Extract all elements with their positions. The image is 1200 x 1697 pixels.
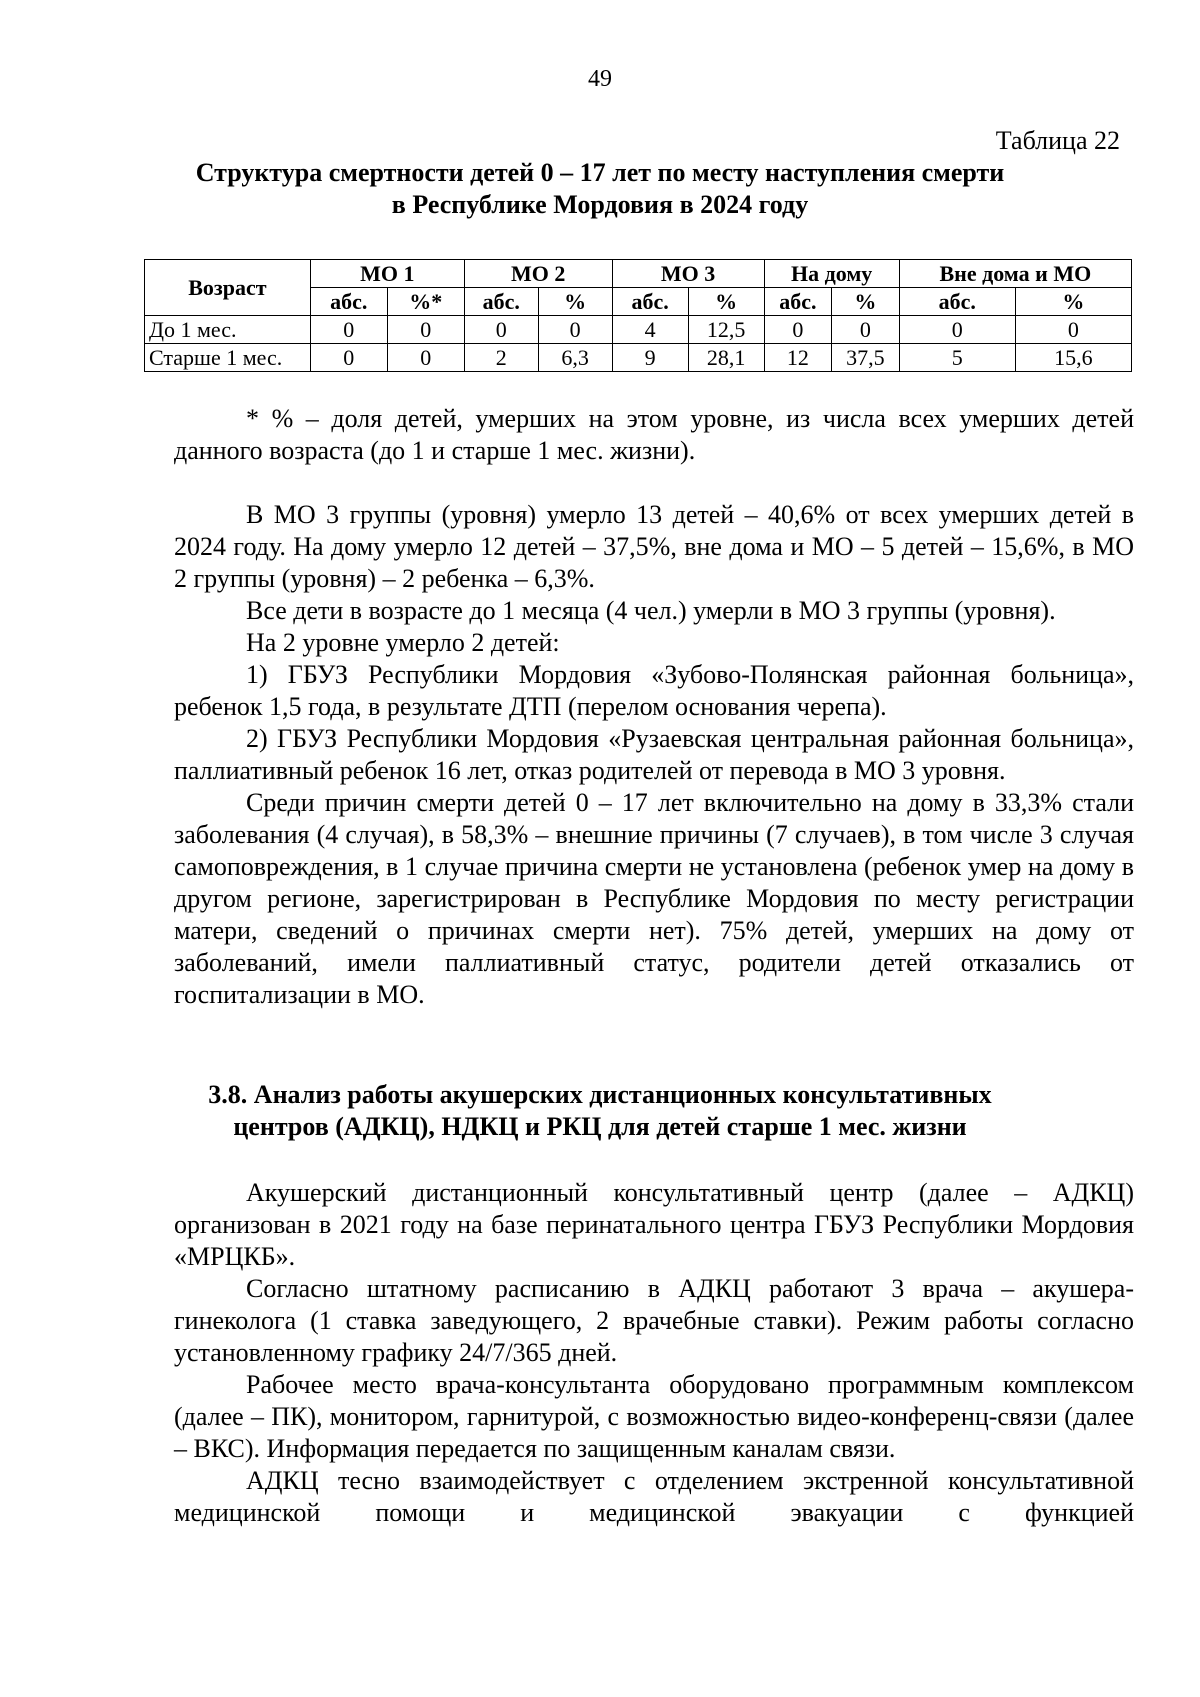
footnote: * % – доля детей, умерших на этом уровне, из числа всех умерших детей данного возраста (до 1 и старше 1 мес. жизни). [174,404,1134,465]
table-cell: 0 [764,316,832,344]
table-cell: 4 [612,316,688,344]
paragraph: Среди причин смерти детей 0 – 17 лет включительно на дому в 33,3% стали заболевания (4 случая), в 58,3% – внешние причины (7 случаев), в том числе 3 случая самоповреждения, в 1 случае причина смерти не установлена (ребенок умер на дому в другом регионе, зарегистрирован в Республике Мордовия по месту регистрации матери, сведений о причинах смерти нет). 75% детей, умерших на дому от заболеваний, имели паллиативный статус, родители детей отказались от госпитализации в МО. [174,788,1134,1009]
group-header: На дому [764,260,899,288]
subheader: абс. [764,288,832,316]
subheader: % [1015,288,1131,316]
table-row [145,344,1132,372]
table-cell: 9 [612,344,688,372]
subheader: абс. [310,288,387,316]
row-label: Старше 1 мес. [145,344,311,372]
table-cell: 0 [387,316,464,344]
table-cell: 28,1 [688,344,764,372]
table-label: Таблица 22 [995,126,1120,155]
table-title [0,157,1200,221]
subheader: абс. [464,288,538,316]
subheader: абс. [899,288,1015,316]
page-number: 49 [588,66,612,92]
group-header: Вне дома и МО [899,260,1131,288]
section-title [0,1079,1200,1143]
paragraph: На 2 уровне умерло 2 детей: [246,628,560,657]
paragraph: Все дети в возрасте до 1 месяца (4 чел.) умерли в МО 3 группы (уровня). [246,596,1056,625]
table-header-row [145,260,1132,288]
subheader: абс. [612,288,688,316]
table-cell: 0 [310,344,387,372]
table-cell: 0 [464,316,538,344]
table-cell: 12 [764,344,832,372]
mortality-table [144,259,1132,372]
subheader: %* [387,288,464,316]
table-cell: 0 [387,344,464,372]
table-row [145,316,1132,344]
paragraph: Согласно штатному расписанию в АДКЦ работают 3 врача – акушера-гинеколога (1 ставка заведующего, 2 врачебные ставки). Режим работы согласно установленному графику 24/7/365 дней. [174,1274,1134,1367]
row-label: До 1 мес. [145,316,311,344]
subheader: % [688,288,764,316]
table-cell: 0 [538,316,612,344]
table-cell: 37,5 [832,344,900,372]
table-title-line: Структура смертности детей 0 – 17 лет по месту наступления смерти [195,158,1005,187]
table-cell: 2 [464,344,538,372]
paragraph: 1) ГБУЗ Республики Мордовия «Зубово-Полянская районная больница», ребенок 1,5 года, в результате ДТП (перелом основания черепа). [174,660,1134,721]
table-cell: 0 [1015,316,1131,344]
section-title-line: центров (АДКЦ), НДКЦ и РКЦ для детей старше 1 мес. жизни [233,1112,967,1141]
table-cell: 0 [832,316,900,344]
body-text-b [174,1177,1134,1529]
footnote-block [174,403,1134,467]
paragraph: Рабочее место врача-консультанта оборудовано программным комплексом (далее – ПК), монитором, гарнитурой, с возможностью видео-конференц-связи (далее – ВКС). Информация передается по защищенным каналам связи. [174,1370,1134,1463]
paragraph: АДКЦ тесно взаимодействует с отделением экстренной консультативной медицинской помощи и медицинской эвакуации с функцией [174,1466,1134,1527]
subheader: % [832,288,900,316]
group-header: МО 1 [310,260,464,288]
table-cell: 5 [899,344,1015,372]
age-header: Возраст [145,260,311,316]
group-header: МО 2 [464,260,612,288]
table-cell: 12,5 [688,316,764,344]
paragraph: Акушерский дистанционный консультативный центр (далее – АДКЦ) организован в 2021 году на базе перинатального центра ГБУЗ Республики Мордовия «МРЦКБ». [174,1178,1134,1271]
paragraph: 2) ГБУЗ Республики Мордовия «Рузаевская центральная районная больница», паллиативный ребенок 16 лет, отказ родителей от перевода в МО 3 уровня. [174,724,1134,785]
table-cell: 0 [899,316,1015,344]
table-cell: 0 [310,316,387,344]
table-title-line: в Республике Мордовия в 2024 году [391,190,809,219]
subheader: % [538,288,612,316]
group-header: МО 3 [612,260,764,288]
paragraph: В МО 3 группы (уровня) умерло 13 детей – 40,6% от всех умерших детей в 2024 году. На дому умерло 12 детей – 37,5%, вне дома и МО – 5 детей – 15,6%, в МО 2 группы (уровня) – 2 ребенка – 6,3%. [174,500,1134,593]
body-text-a [174,499,1134,1011]
table-cell: 6,3 [538,344,612,372]
section-title-line: 3.8. Анализ работы акушерских дистанционных консультативных [208,1080,992,1109]
table-cell: 15,6 [1015,344,1131,372]
